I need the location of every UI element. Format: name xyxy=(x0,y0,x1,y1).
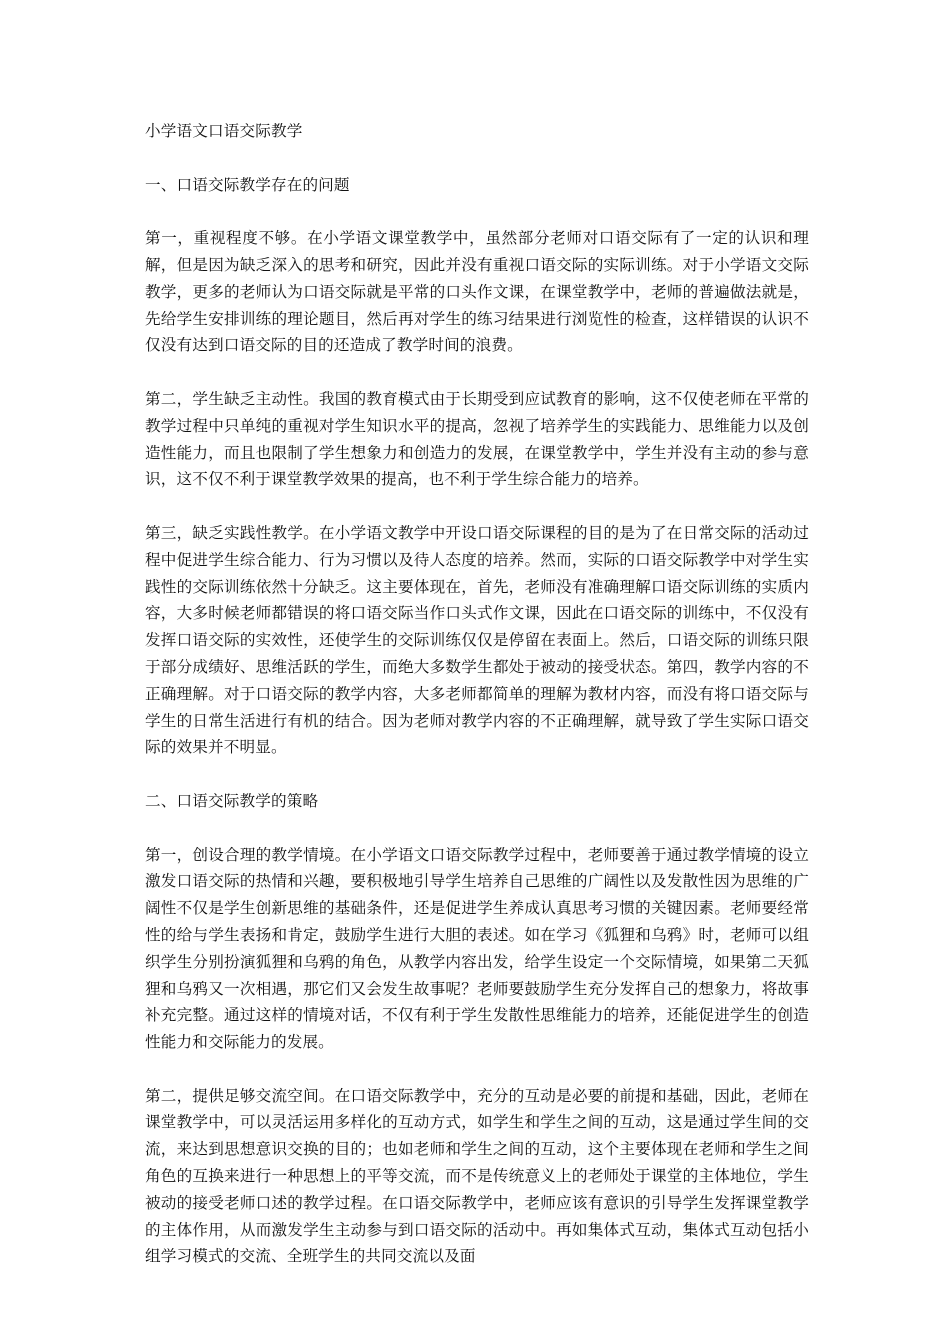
paragraph-strategy-2: 第二，提供足够交流空间。在口语交际教学中，充分的互动是必要的前提和基础，因此，老师在课堂教学中，可以灵活运用多样化的互动方式，如学生和学生之间的互动，这是通过学生间的交流，来达到思想意识交换的目的；也如老师和学生之间的互动，这个主要体现在老师和学生之间角色的互换来进行一种思想上的平等交流，而不是传统意义上的老师处于课堂的主体地位，学生被动的接受老师口述的教学过程。在口语交际教学中，老师应该有意识的引导学生发挥课堂教学的主体作用，从而激发学生主动参与到口语交际的活动中。再如集体式互动，集体式互动包括小组学习模式的交流、全班学生的共同交流以及面 xyxy=(145,1086,809,1266)
section-heading-problems: 一、口语交际教学存在的问题 xyxy=(145,175,350,194)
paragraph-problem-2: 第二，学生缺乏主动性。我国的教育模式由于长期受到应试教育的影响，这不仅使老师在平常的教学过程中只单纯的重视对学生知识水平的提高，忽视了培养学生的实践能力、思维能力以及创造性能力，而且也限制了学生想象力和创造力的发展，在课堂教学中，学生并没有主动的参与意识，这不仅不利于课堂教学效果的提高，也不利于学生综合能力的培养。 xyxy=(145,389,809,489)
document-title: 小学语文口语交际教学 xyxy=(145,122,303,140)
section-heading-strategies: 二、口语交际教学的策略 xyxy=(145,791,319,810)
paragraph-strategy-1: 第一，创设合理的教学情境。在小学语文口语交际教学过程中，老师要善于通过教学情境的设立激发口语交际的热情和兴趣，要积极地引导学生培养自己思维的广阔性以及发散性因为思维的广阔性不仅是学生创新思维的基础条件，还是促进学生养成认真思考习惯的关键因素。老师要经常性的给与学生表扬和肯定，鼓励学生进行大胆的表述。如在学习《狐狸和乌鸦》时，老师可以组织学生分别扮演狐狸和乌鸦的角色，从教学内容出发，给学生设定一个交际情境，如果第二天狐狸和乌鸦又一次相遇，那它们又会发生故事呢？老师要鼓励学生充分发挥自己的想象力，将故事补充完整。通过这样的情境对话，不仅有利于学生发散性思维能力的培养，还能促进学生的创造性能力和交际能力的发展。 xyxy=(145,845,809,1052)
document-page xyxy=(145,118,809,1270)
paragraph-problem-1: 第一，重视程度不够。在小学语文课堂教学中，虽然部分老师对口语交际有了一定的认识和理解，但是因为缺乏深入的思考和研究，因此并没有重视口语交际的实际训练。对于小学语文交际教学，更多的老师认为口语交际就是平常的口头作文课，在课堂教学中，老师的普遍做法就是，先给学生安排训练的理论题目，然后再对学生的练习结果进行浏览性的检查，这样错误的认识不仅没有达到口语交际的目的还造成了教学时间的浪费。 xyxy=(145,229,809,355)
paragraph-problem-3: 第三，缺乏实践性教学。在小学语文教学中开设口语交际课程的目的是为了在日常交际的活动过程中促进学生综合能力、行为习惯以及待人态度的培养。然而，实际的口语交际教学中对学生实践性的交际训练依然十分缺乏。这主要体现在，首先，老师没有准确理解口语交际训练的实质内容，大多时候老师都错误的将口语交际当作口头式作文课，因此在口语交际的训练中，不仅没有发挥口语交际的实效性，还使学生的交际训练仅仅是停留在表面上。然后，口语交际的训练只限于部分成绩好、思维活跃的学生，而绝大多数学生都处于被动的接受状态。第四，教学内容的不正确理解。对于口语交际的教学内容，大多老师都简单的理解为教材内容，而没有将口语交际与学生的日常生活进行有机的结合。因为老师对教学内容的不正确理解，就导致了学生实际口语交际的效果并不明显。 xyxy=(145,523,809,757)
